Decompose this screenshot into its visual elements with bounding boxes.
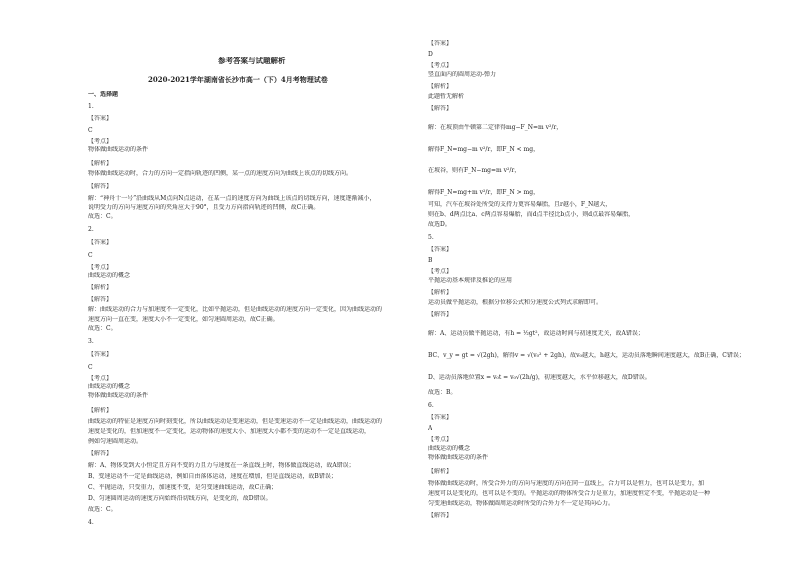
right-column-line: D xyxy=(428,51,433,58)
right-column-line: 则在b、d两点比a、c两点容易爆胎，而d点半径比b点小，则d点最容易爆胎， xyxy=(428,211,635,218)
left-column-line: 例如匀速圆周运动。 xyxy=(88,438,143,445)
right-column-line: D、运动员落地位置x = v₀t = v₀√(2h/g)，初速度越大，水平位移越大，故D错误。 xyxy=(428,374,651,381)
left-column-line: 【解析】 xyxy=(88,407,113,414)
left-column-line: 1. xyxy=(88,103,94,110)
left-column-line: 曲线运动的概念 xyxy=(88,272,131,279)
left-column-line: D、匀速圆周运动的速度方向始终沿切线方向，是变化的，故D错误。 xyxy=(88,495,272,502)
left-column-line: C xyxy=(88,127,93,134)
right-column-line: 解：在坡顶由牛顿第二定律得mg−F_N=m v²/r， xyxy=(428,124,563,131)
right-column-line: 故选：B。 xyxy=(428,389,457,396)
right-column-line: 【答案】 xyxy=(428,246,453,253)
left-column-line: C xyxy=(88,252,93,259)
right-column-line: 【解析】 xyxy=(428,468,453,475)
right-column-line: B xyxy=(428,257,433,264)
left-column-line: 速度方向一直在变，速度大小不一定变化，如匀速圆周运动，故C正确。 xyxy=(88,316,279,323)
left-column-line: 速度是变化的，但加速度不一定变化，运动物体的速度大小、加速度大小都不变的运动不一定是直线运动， xyxy=(88,428,371,435)
right-column-line: 【考点】 xyxy=(428,436,453,443)
right-column-line: 故选D。 xyxy=(428,221,451,228)
right-column-line: 匀变速曲线运动，物体做圆周运动时所受的合外力不一定是其向心力。 xyxy=(428,500,615,507)
left-column-line: 解：A、物体受到大小恒定且方向不变的力且力与速度在一条直线上时，物体做直线运动，故A错误； xyxy=(88,462,355,469)
right-column-line: 物体做曲线运动时，所受合外力的方向与速度的方向在同一直线上，合力可以是恒力，也可以是变力，加 xyxy=(428,480,705,487)
right-column-line: 可知，汽车在坡谷处所受的支持力更容易爆胎，且r越小，F_N越大， xyxy=(428,201,612,208)
left-column-line: 曲线运动的特征是速度方向时刻变化，所以曲线运动是变速运动，但是变速运动不一定是曲线运动，曲线运动的 xyxy=(88,418,383,425)
right-column-line: 速度可以是变化的，也可以是不变的。平抛运动的物体所受合力是重力，加速度恒定不变，平抛运动是一种 xyxy=(428,490,711,497)
left-column-line: 【解析】 xyxy=(88,284,113,291)
right-column-line: 在坡谷，则有F_N−mg=m v²/r， xyxy=(428,167,521,174)
right-column-line: 【解答】 xyxy=(428,512,453,519)
right-column-line: 6. xyxy=(428,402,434,409)
left-column-line: B、变速运动不一定是曲线运动，例如自由落体运动，速度在增加，但是直线运动，故B错误； xyxy=(88,473,337,480)
right-column-line: 此题暂无解析 xyxy=(428,93,465,100)
right-column-line: 曲线运动的概念 xyxy=(428,445,471,452)
right-column-line: A xyxy=(428,425,433,432)
right-column-line: 【考点】 xyxy=(428,268,453,275)
right-column-line: 物体做曲线运动的条件 xyxy=(428,454,489,461)
left-column-line: 【解答】 xyxy=(88,296,113,303)
left-column-line: 物体做曲线运动的条件 xyxy=(88,146,149,153)
left-column-line: C xyxy=(88,364,93,371)
left-column-line: 【解析】 xyxy=(88,160,113,167)
document-title: 参考答案与试题解析 xyxy=(218,57,286,64)
left-column-line: 【考点】 xyxy=(88,264,113,271)
right-column-line: 【考点】 xyxy=(428,62,453,69)
section-heading: 一、选择题 xyxy=(88,91,119,98)
left-column-line: 【解答】 xyxy=(88,450,113,457)
right-column-line: 平抛运动基本规律及推论的应用 xyxy=(428,277,513,284)
left-column-line: 曲线运动的概念 xyxy=(88,383,131,390)
left-column-line: 物体做曲线运动时，合力的方向一定指向轨迹的凹侧，某一点的速度方向为曲线上该点的切线方向。 xyxy=(88,170,353,177)
left-column-line: 2. xyxy=(88,226,94,233)
left-column-line: 解：“神舟十一号”沿曲线从M点向N点运动，在某一点的速度方向为曲线上该点的切线方向，速度逐渐减小， xyxy=(88,195,376,202)
left-column-line: 解：曲线运动的合力与加速度不一定变化，比如平抛运动，但是曲线运动的速度方向一定变化，因为曲线运动的 xyxy=(88,306,383,313)
right-column-line: 【答案】 xyxy=(428,414,453,421)
right-column-line: 【解析】 xyxy=(428,289,453,296)
left-column-line: 【答案】 xyxy=(88,239,113,246)
right-column-line: 【解析】 xyxy=(428,83,453,90)
left-column-line: 故选：C。 xyxy=(88,213,117,220)
left-column-line: 【考点】 xyxy=(88,138,113,145)
left-column-line: 故选：C。 xyxy=(88,506,117,513)
right-column-line: 解：A、运动员做平抛运动，有h = ½gt²，故运动时间与初速度无关，故A错误； xyxy=(428,330,644,337)
left-column-line: 故选：C。 xyxy=(88,325,117,332)
right-column-line: 解得F_N=mg+m v²/r，即F_N > mg， xyxy=(428,189,540,196)
right-column-line: 【解答】 xyxy=(428,105,453,112)
left-column-line: 3. xyxy=(88,338,94,345)
right-column-line: BC、v_y = gt = √(2gh)，解得v = √(v₀² + 2gh)，故v₀越大，h越大，运动员落地瞬间速度越大，故B正确，C错误； xyxy=(428,352,745,359)
left-column-line: 【答案】 xyxy=(88,351,113,358)
right-column-line: 【解答】 xyxy=(428,311,453,318)
left-column-line: 【解答】 xyxy=(88,183,113,190)
right-column-line: 运动员做平抛运动，根据分位移公式和分速度公式列式求解即可。 xyxy=(428,299,603,306)
right-column-line: 解得F_N=mg−m v²/r，即F_N < mg， xyxy=(428,146,540,153)
left-column-line: 4. xyxy=(88,519,94,526)
left-column-line: 说明受力的方向与速度方向的夹角应大于90°，且受力方向指向轨迹的凹侧，故C正确。 xyxy=(88,204,320,211)
left-column-line: 【考点】 xyxy=(88,375,113,382)
right-column-line: 【答案】 xyxy=(428,40,453,47)
left-column-line: 物体做曲线运动的条件 xyxy=(88,392,149,399)
right-column-line: 竖直面内的圆周运动-弹力 xyxy=(428,71,497,78)
left-column-line: C、平抛运动，只受重力，加速度不变，是匀变速曲线运动，故C正确； xyxy=(88,484,278,491)
left-column-line: 【答案】 xyxy=(88,115,113,122)
right-column-line: 5. xyxy=(428,234,434,241)
document-subtitle: 2020-2021学年湖南省长沙市高一（下）4月考物理试卷 xyxy=(148,76,328,83)
